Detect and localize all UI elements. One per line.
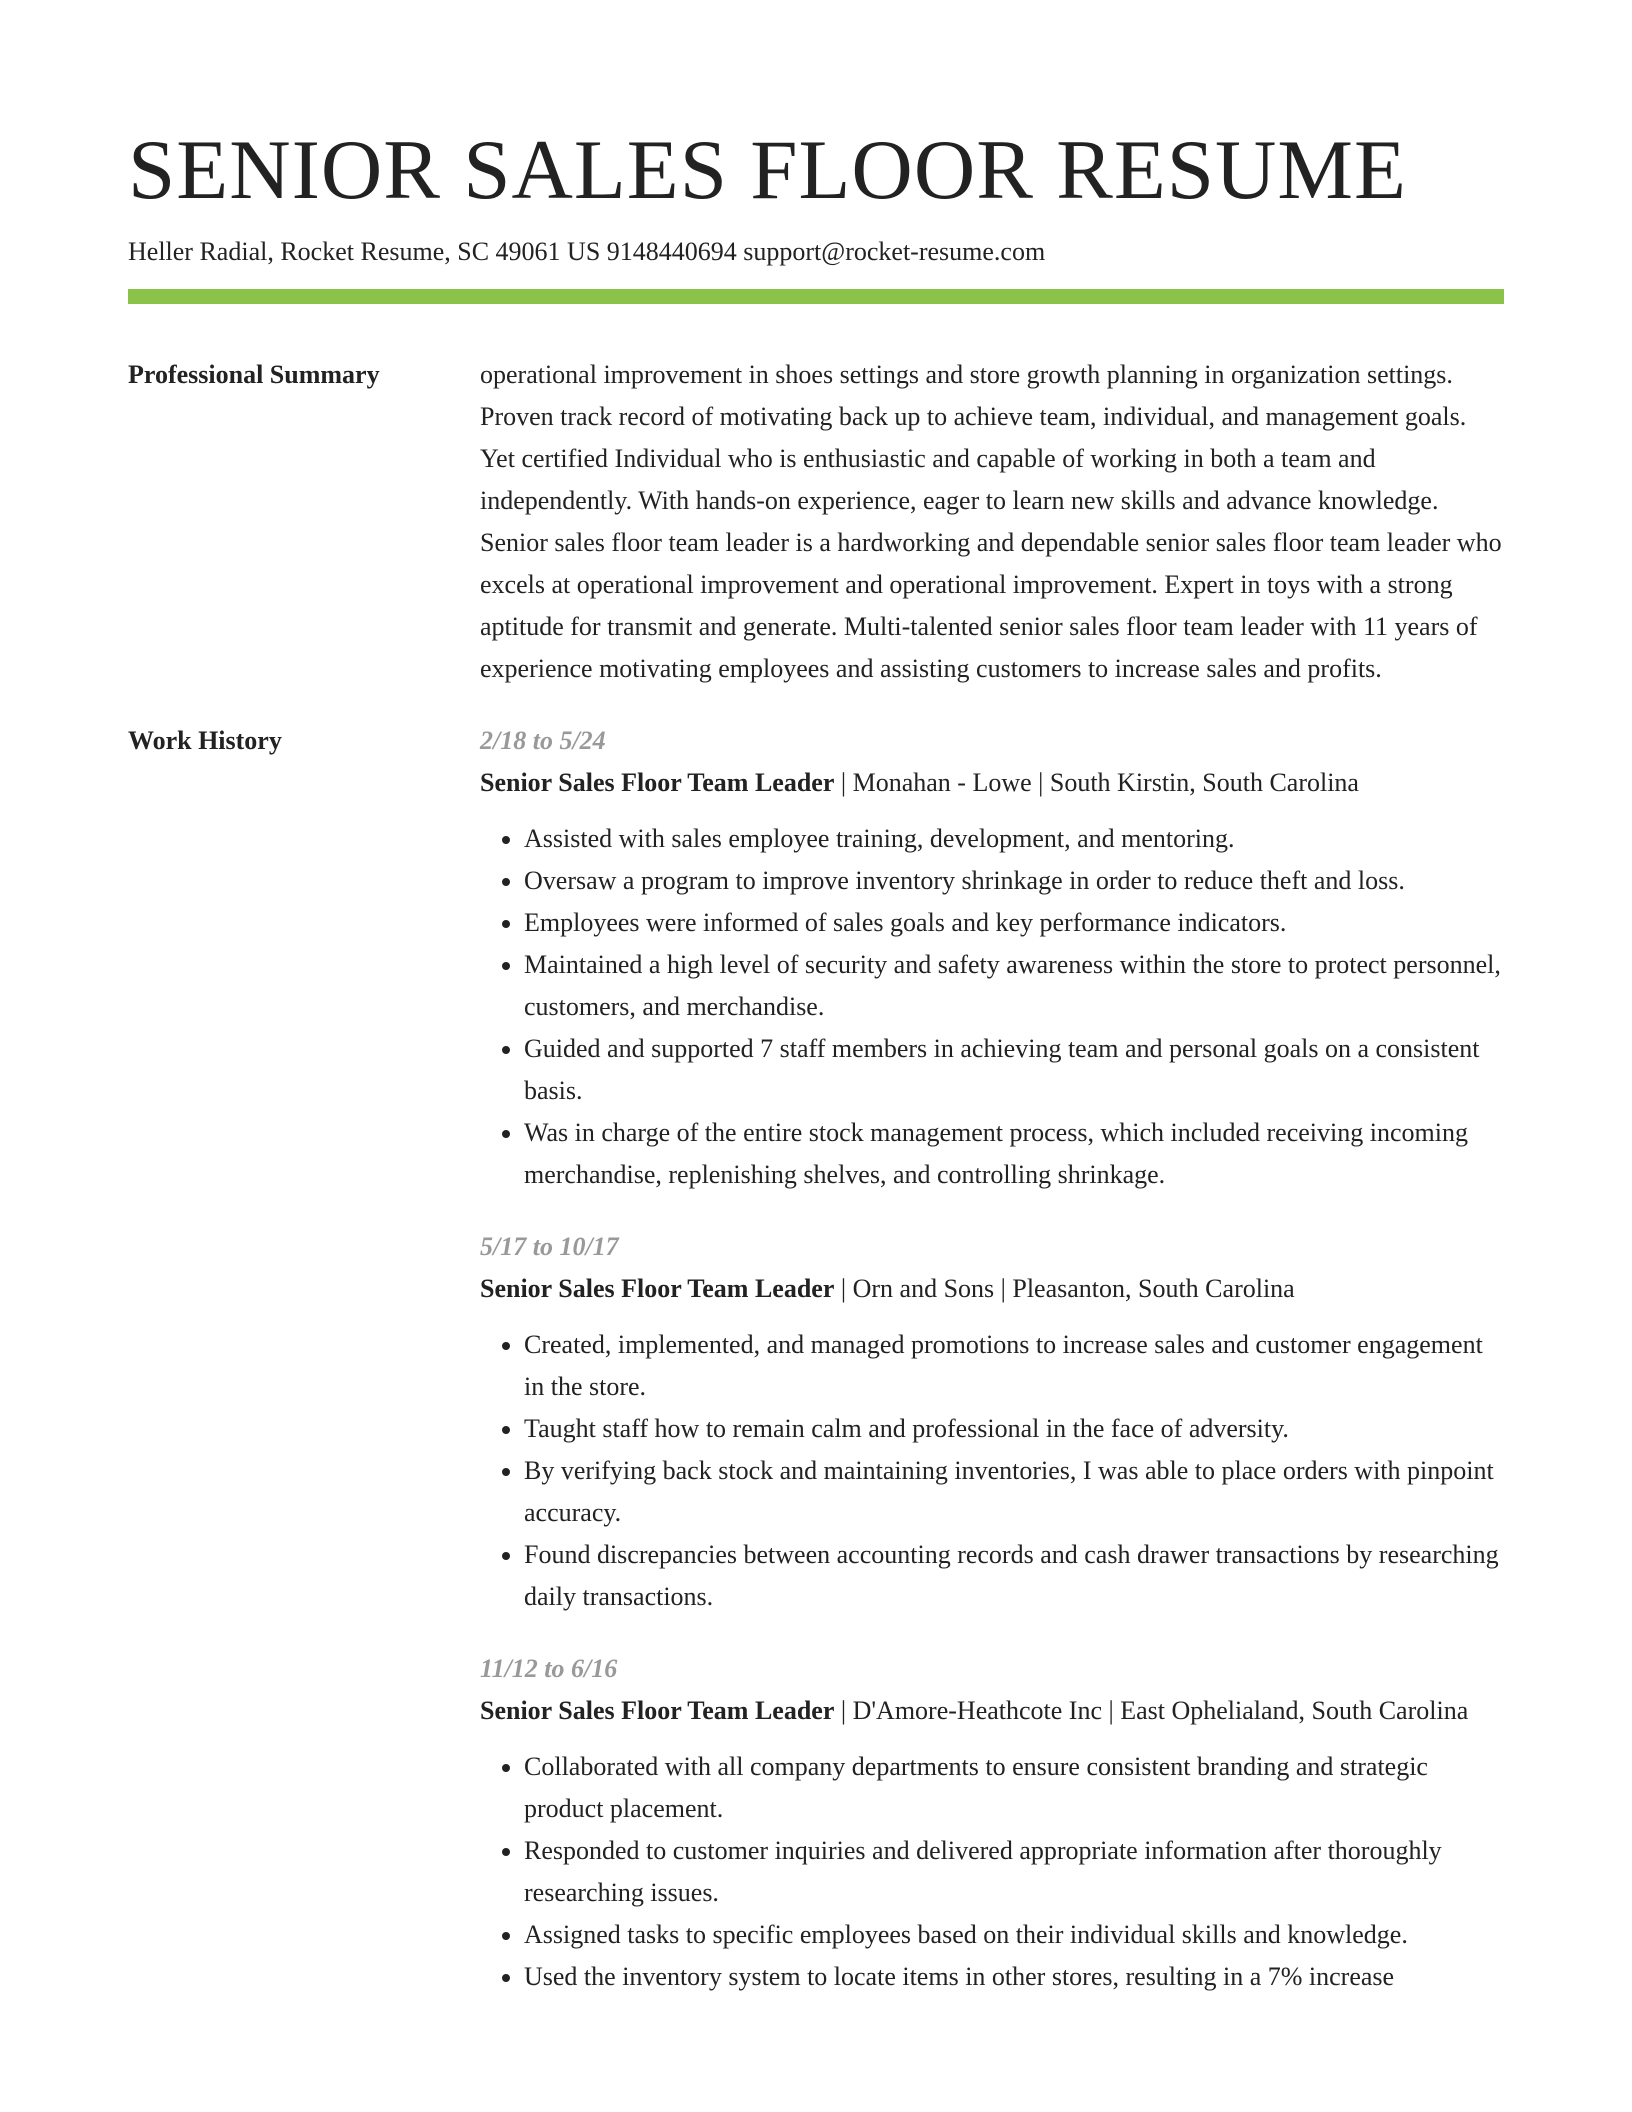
job-dates: 11/12 to 6/16 <box>480 1654 618 1683</box>
job-bullet: • Oversaw a program to improve inventory shrinkage in order to reduce theft and loss. <box>524 860 1504 902</box>
job-entry <box>480 1226 1504 1618</box>
job-bullet-list <box>480 818 1504 1196</box>
job-company-location: | D'Amore-Heathcote Inc | East Ophelialand, South Carolina <box>834 1696 1469 1725</box>
job-title: Senior Sales Floor Team Leader <box>480 768 835 797</box>
job-dates: 2/18 to 5/24 <box>480 726 606 755</box>
accent-divider <box>128 289 1504 304</box>
job-bullet: • Used the inventory system to locate items in other stores, resulting in a 7% increase <box>524 1956 1504 1998</box>
work-history-section <box>128 720 1504 2028</box>
job-bullet: • By verifying back stock and maintaining inventories, I was able to place orders with pinpoint accuracy. <box>524 1450 1504 1534</box>
job-bullet-list <box>480 1324 1504 1618</box>
summary-text: operational improvement in shoes settings and store growth planning in organization settings. Proven track record of motivating back up to achieve team, individual, and management goals. Yet certified Individual who is enthusiastic and capable of working in both a team and independently. With hands-on experience, eager to learn new skills and advance knowledge. Senior sales floor team leader is a hardworking and dependable senior sales floor team leader who excels at operational improvement and operational improvement. Expert in toys with a strong aptitude for transmit and generate. Multi-talented senior sales floor team leader with 11 years of experience motivating employees and assisting customers to increase sales and profits. <box>480 360 1502 683</box>
section-label-work-history: Work History <box>128 726 282 755</box>
job-bullet: • Employees were informed of sales goals and key performance indicators. <box>524 902 1504 944</box>
job-bullet-list <box>480 1746 1504 1998</box>
job-bullet: • Collaborated with all company departments to ensure consistent branding and strategic product placement. <box>524 1746 1504 1830</box>
job-bullet: • Was in charge of the entire stock management process, which included receiving incoming merchandise, replenishing shelves, and controlling shrinkage. <box>524 1112 1504 1196</box>
job-bullet: • Guided and supported 7 staff members in achieving team and personal goals on a consistent basis. <box>524 1028 1504 1112</box>
job-bullet: • Found discrepancies between accounting records and cash drawer transactions by researching daily transactions. <box>524 1534 1504 1618</box>
job-bullet: • Maintained a high level of security and safety awareness within the store to protect personnel, customers, and merchandise. <box>524 944 1504 1028</box>
job-title: Senior Sales Floor Team Leader <box>480 1274 835 1303</box>
job-company-location: | Monahan - Lowe | South Kirstin, South Carolina <box>834 768 1359 797</box>
job-bullet: • Assisted with sales employee training, development, and mentoring. <box>524 818 1504 860</box>
job-entry <box>480 1648 1504 1998</box>
job-dates: 5/17 to 10/17 <box>480 1232 619 1261</box>
section-label-professional-summary: Professional Summary <box>128 360 380 389</box>
resume-title: SENIOR SALES FLOOR RESUME <box>128 123 1407 217</box>
job-title: Senior Sales Floor Team Leader <box>480 1696 835 1725</box>
job-heading <box>480 1268 1504 1310</box>
contact-info: Heller Radial, Rocket Resume, SC 49061 US 9148440694 support@rocket-resume.com <box>128 237 1046 266</box>
resume-page <box>128 120 1504 2028</box>
job-bullet: • Taught staff how to remain calm and professional in the face of adversity. <box>524 1408 1504 1450</box>
work-history-list <box>480 720 1504 2028</box>
job-heading <box>480 1690 1504 1732</box>
job-bullet: • Created, implemented, and managed promotions to increase sales and customer engagement in the store. <box>524 1324 1504 1408</box>
job-entry <box>480 720 1504 1196</box>
job-bullet: • Assigned tasks to specific employees based on their individual skills and knowledge. <box>524 1914 1504 1956</box>
job-company-location: | Orn and Sons | Pleasanton, South Carolina <box>834 1274 1295 1303</box>
professional-summary-section <box>128 354 1504 690</box>
job-heading <box>480 762 1504 804</box>
job-bullet: • Responded to customer inquiries and delivered appropriate information after thoroughly researching issues. <box>524 1830 1504 1914</box>
